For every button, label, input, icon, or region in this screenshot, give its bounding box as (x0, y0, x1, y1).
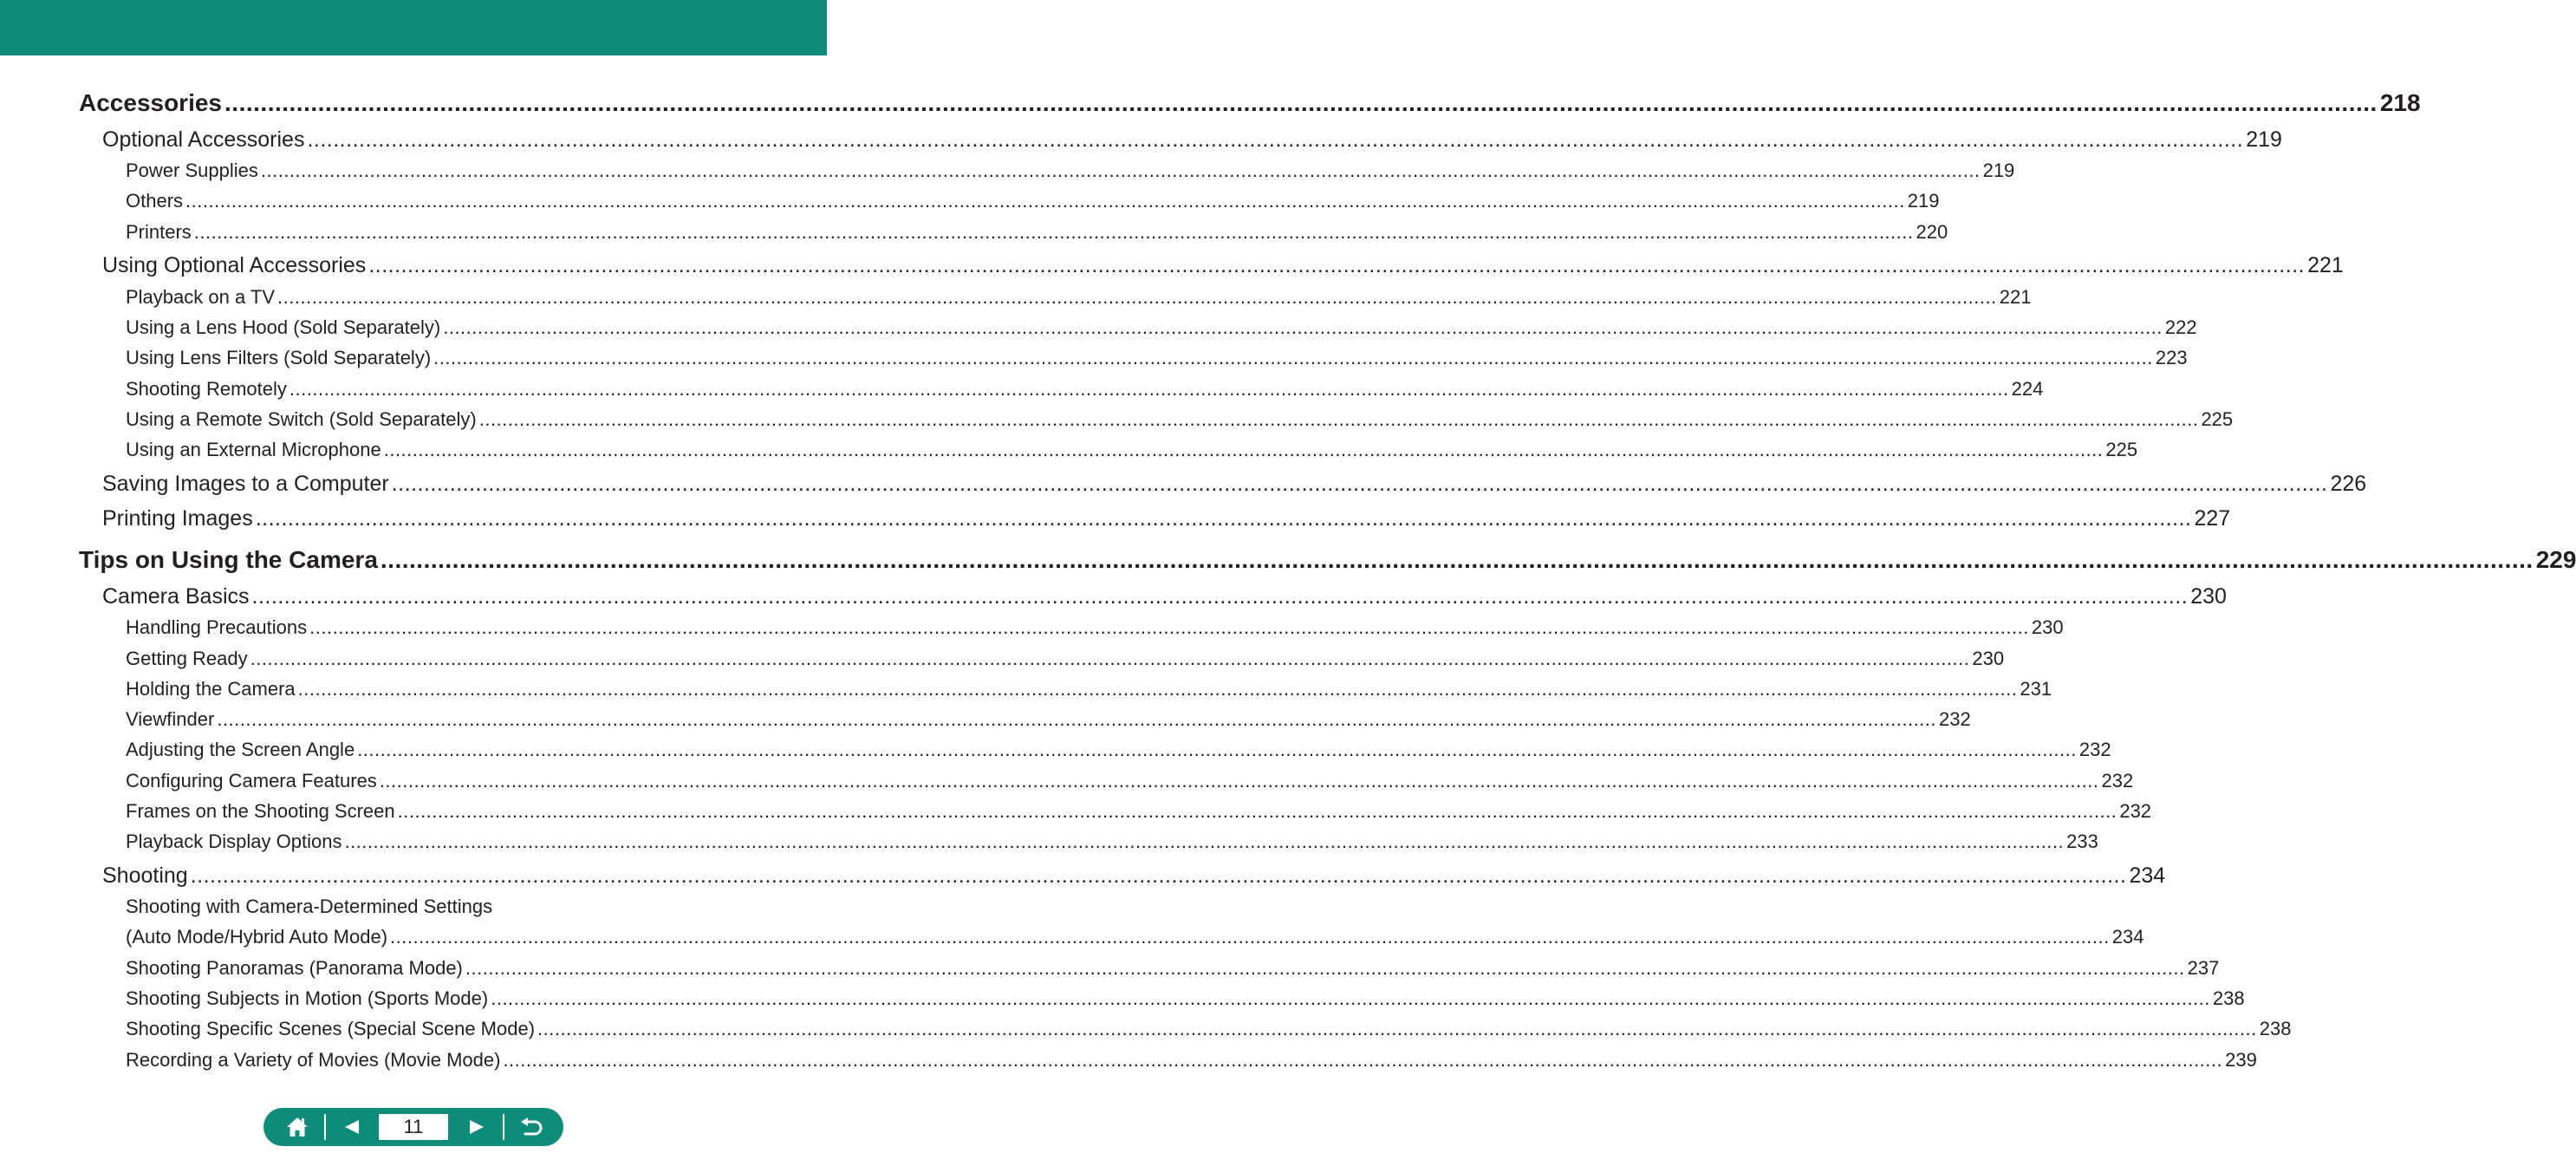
toc-entry-title: Handling Precautions (126, 616, 308, 638)
toc-entry-page-number: 230 (2031, 616, 2064, 638)
toc-entry-page-number: 225 (2105, 439, 2138, 460)
toc-entry-page-number: 237 (2187, 957, 2220, 979)
toc-entry-page-number: 232 (2101, 770, 2134, 791)
toc-entry-title: Using a Remote Switch (Sold Separately) (126, 408, 477, 430)
toc-entry-level-2[interactable] (102, 863, 2166, 888)
dot-leader: ............................................................................................................................................................................................................................................................................................................ (289, 378, 2009, 400)
page-navigation-bar (263, 1108, 563, 1146)
toc-entry-level-1[interactable] (79, 546, 2576, 573)
dot-leader: ............................................................................................................................................................................................................................................................................................................ (491, 987, 2210, 1009)
toc-entry-level-3[interactable] (126, 770, 2134, 791)
dot-leader: ............................................................................................................................................................................................................................................................................................................ (277, 286, 1997, 308)
toc-entry-title: Using an External Microphone (126, 439, 381, 460)
toc-entry-page-number: 221 (1999, 286, 2032, 308)
toc-entry-title: Configuring Camera Features (126, 770, 377, 791)
dot-leader: ............................................................................................................................................................................................................................................................................................................ (383, 439, 2104, 460)
dot-leader: ............................................................................................................................................................................................................................................................................................................ (465, 957, 2185, 979)
toc-entry-page-number: 232 (2078, 739, 2111, 760)
toc-entry-page-number: 223 (2155, 347, 2188, 368)
toc-entry-level-2[interactable] (102, 127, 2282, 152)
toc-entry-title: Tips on Using the Camera (79, 546, 378, 573)
toc-entry-level-3[interactable] (126, 987, 2245, 1009)
dot-leader: ............................................................................................................................................................................................................................................................................................................ (255, 506, 2192, 531)
toc-entry-level-3[interactable] (126, 316, 2197, 338)
toc-entry-page-number: 230 (1972, 648, 2005, 669)
toc-entry-title: Saving Images to a Computer (102, 472, 389, 496)
dot-leader: ............................................................................................................................................................................................................................................................................................................ (217, 708, 1937, 730)
toc-entry-title: Printing Images (102, 506, 253, 531)
nav-divider (324, 1114, 326, 1140)
toc-entry-level-3[interactable] (126, 678, 2052, 700)
return-arrow-icon (519, 1117, 543, 1137)
dot-leader: ............................................................................................................................................................................................................................................................................................................ (224, 89, 2378, 116)
toc-entry-level-3[interactable] (126, 160, 2015, 181)
toc-entry-page-number: 219 (2246, 127, 2282, 152)
toc-entry-title: Playback on a TV (126, 286, 276, 308)
toc-entry-level-3[interactable] (126, 1018, 2292, 1039)
dot-leader: ............................................................................................................................................................................................................................................................................................................ (397, 800, 2117, 822)
toc-entry-title: Others (126, 190, 184, 212)
toc-entry-page-number: 224 (2011, 378, 2044, 400)
toc-entry-title: Holding the Camera (126, 678, 296, 700)
toc-entry-level-3[interactable] (126, 439, 2138, 460)
dot-leader: ............................................................................................................................................................................................................................................................................................................ (190, 863, 2127, 888)
dot-leader: ............................................................................................................................................................................................................................................................................................................ (391, 472, 2328, 496)
dot-leader: ............................................................................................................................................................................................................................................................................................................ (185, 190, 1905, 212)
toc-entry-title: Accessories (79, 89, 223, 116)
toc-entry-title: Power Supplies (126, 160, 258, 181)
dot-leader: ............................................................................................................................................................................................................................................................................................................ (309, 616, 2029, 638)
toc-entry-page-number: 226 (2330, 472, 2367, 496)
toc-entry-level-3[interactable] (126, 739, 2111, 760)
toc-entry-level-3[interactable] (126, 286, 2032, 308)
toc-entry-title: Frames on the Shooting Screen (126, 800, 395, 822)
dot-leader: ............................................................................................................................................................................................................................................................................................................ (250, 648, 1970, 669)
back-button[interactable] (513, 1108, 550, 1146)
dot-leader: ............................................................................................................................................................................................................................................................................................................ (443, 316, 2163, 338)
toc-entry-page-number: 225 (2201, 408, 2234, 430)
current-page-number[interactable]: 11 (379, 1114, 448, 1140)
toc-entry-page-number: 238 (2212, 987, 2245, 1009)
toc-entry-title: Using Lens Filters (Sold Separately) (126, 347, 432, 368)
dot-leader: ............................................................................................................................................................................................................................................................................................................ (344, 831, 2065, 852)
dot-leader: ............................................................................................................................................................................................................................................................................................................ (251, 584, 2189, 609)
toc-entry-level-3[interactable] (126, 800, 2152, 822)
toc-entry-page-number: 219 (1907, 190, 1940, 212)
toc-entry-level-3[interactable] (126, 831, 2098, 852)
toc-entry-level-3[interactable] (126, 648, 2005, 669)
toc-entry-title: Shooting Panoramas (Panorama Mode) (126, 957, 463, 979)
dot-leader: ............................................................................................................................................................................................................................................................................................................ (503, 1049, 2223, 1071)
toc-entry-level-3[interactable] (126, 897, 747, 916)
toc-entry-title: Shooting with Camera-Determined Settings (126, 896, 493, 917)
toc-entry-level-3[interactable] (126, 408, 2234, 430)
dot-leader: ............................................................................................................................................................................................................................................................................................................ (260, 160, 1981, 181)
toc-entry-title: Adjusting the Screen Angle (126, 739, 355, 760)
toc-entry-page-number: 222 (2164, 316, 2197, 338)
toc-entry-level-2[interactable] (102, 584, 2227, 609)
toc-entry-level-1[interactable] (79, 89, 2421, 116)
toc-entry-title: Getting Ready (126, 648, 248, 669)
toc-entry-page-number: 230 (2190, 584, 2227, 609)
toc-entry-page-number: 234 (2111, 926, 2144, 948)
toc-entry-page-number: 220 (1916, 221, 1948, 243)
toc-entry-title: (Auto Mode/Hybrid Auto Mode) (126, 926, 388, 948)
toc-entry-page-number: 239 (2225, 1049, 2257, 1071)
dot-leader: ............................................................................................................................................................................................................................................................................................................ (368, 253, 2306, 277)
toc-entry-page-number: 229 (2535, 546, 2576, 573)
toc-entry-title: Shooting Subjects in Motion (Sports Mode) (126, 987, 489, 1009)
dot-leader: ............................................................................................................................................................................................................................................................................................................ (537, 1018, 2257, 1039)
toc-entry-level-3[interactable] (126, 926, 2144, 948)
toc-entry-level-3[interactable] (126, 190, 1940, 212)
dot-leader: ............................................................................................................................................................................................................................................................................................................ (390, 926, 2110, 948)
toc-entry-title: Shooting (102, 863, 188, 888)
toc-entry-level-3[interactable] (126, 1049, 2257, 1071)
toc-entry-title: Playback Display Options (126, 831, 342, 852)
toc-entry-title: Camera Basics (102, 584, 250, 609)
triangle-right-icon (468, 1118, 485, 1136)
toc-entry-level-3[interactable] (126, 957, 2220, 979)
toc-entry-page-number: 234 (2129, 863, 2166, 888)
dot-leader: ............................................................................................................................................................................................................................................................................................................ (307, 127, 2244, 152)
nav-divider (503, 1114, 504, 1140)
home-icon (285, 1116, 309, 1138)
toc-entry-page-number: 232 (1939, 708, 1971, 730)
toc-entry-page-number: 227 (2194, 506, 2231, 531)
dot-leader: ............................................................................................................................................................................................................................................................................................................ (380, 546, 2534, 573)
toc-entry-title: Using a Lens Hood (Sold Separately) (126, 316, 441, 338)
toc-entry-level-3[interactable] (126, 221, 1948, 243)
toc-entry-page-number: 219 (1982, 160, 2015, 181)
toc-entry-level-2[interactable] (102, 253, 2344, 277)
toc-entry-level-3[interactable] (126, 708, 1971, 730)
toc-entry-title: Shooting Remotely (126, 378, 287, 400)
toc-entry-title: Shooting Specific Scenes (Special Scene Mode) (126, 1018, 536, 1039)
toc-entry-page-number: 231 (2020, 678, 2052, 700)
toc-entry-level-3[interactable] (126, 616, 2064, 638)
dot-leader: ............................................................................................................................................................................................................................................................................................................ (297, 678, 2018, 700)
toc-entry-title: Optional Accessories (102, 127, 305, 152)
toc-entry-title: Recording a Variety of Movies (Movie Mode) (126, 1049, 501, 1071)
triangle-left-icon (343, 1118, 361, 1136)
toc-entry-level-3[interactable] (126, 347, 2188, 368)
dot-leader: ............................................................................................................................................................................................................................................................................................................ (433, 347, 2153, 368)
toc-entry-page-number: 238 (2259, 1018, 2292, 1039)
toc-entry-level-2[interactable] (102, 472, 2367, 496)
toc-entry-title: Printers (126, 221, 192, 243)
toc-entry-level-2[interactable] (102, 506, 2231, 531)
toc-entry-page-number: 233 (2066, 831, 2098, 852)
toc-entry-page-number: 232 (2119, 800, 2152, 822)
toc-entry-title: Viewfinder (126, 708, 215, 730)
dot-leader: ............................................................................................................................................................................................................................................................................................................ (379, 770, 2099, 791)
dot-leader: ............................................................................................................................................................................................................................................................................................................ (193, 221, 1914, 243)
toc-entry-page-number: 221 (2307, 253, 2344, 277)
dot-leader: ............................................................................................................................................................................................................................................................................................................ (357, 739, 2077, 760)
previous-page-button[interactable] (335, 1108, 369, 1146)
toc-entry-title: Using Optional Accessories (102, 253, 367, 277)
toc-entry-level-3[interactable] (126, 378, 2044, 400)
dot-leader: ............................................................................................................................................................................................................................................................................................................ (478, 408, 2199, 430)
home-button[interactable] (279, 1108, 315, 1146)
next-page-button[interactable] (459, 1108, 494, 1146)
toc-entry-page-number: 218 (2379, 89, 2421, 116)
